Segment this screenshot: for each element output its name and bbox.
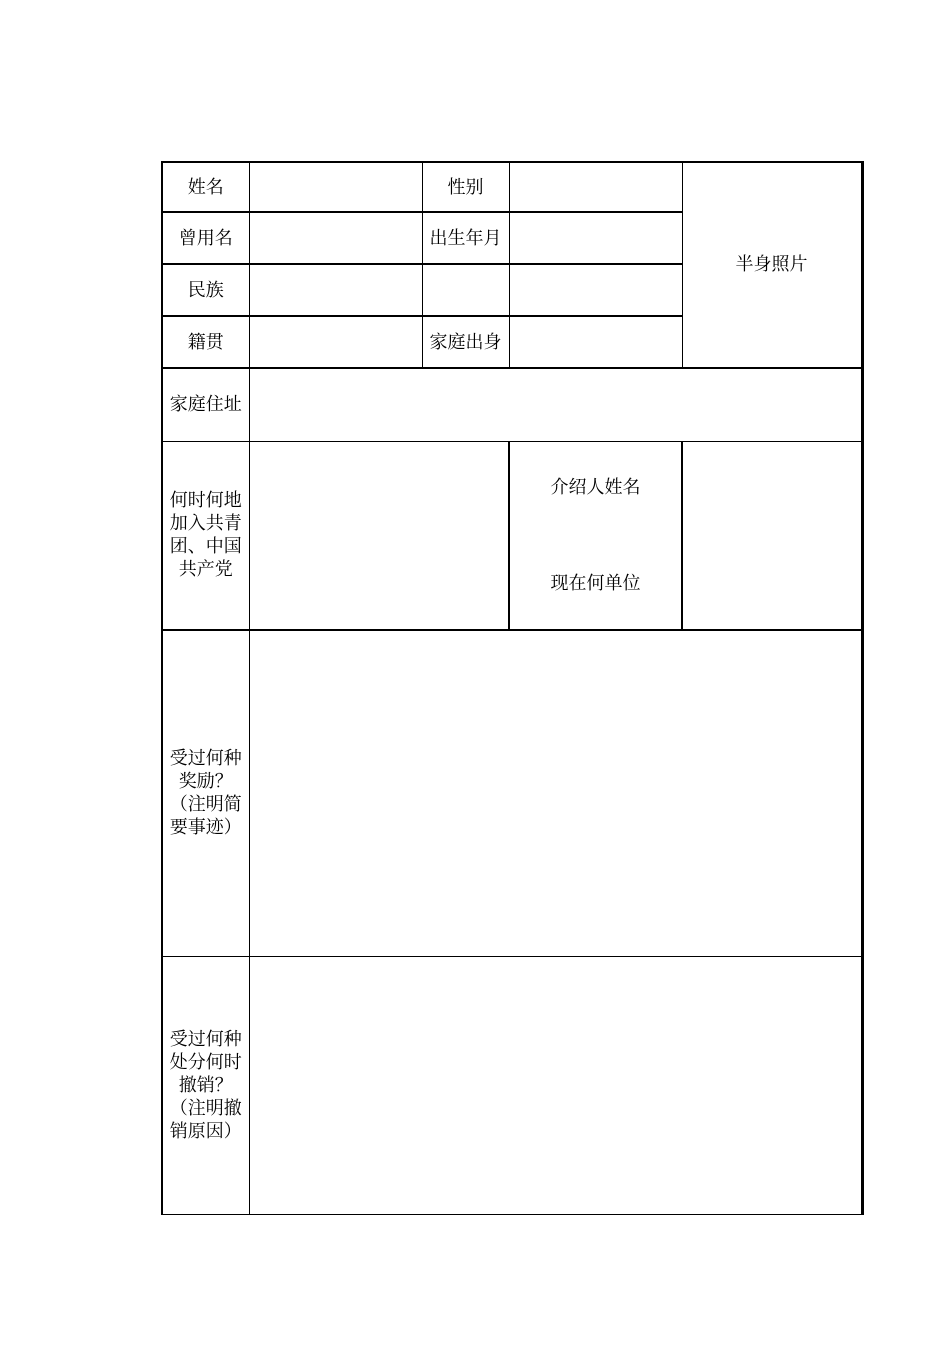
ethnicity-label: 民族 — [162, 264, 249, 316]
origin-label: 籍贯 — [162, 316, 249, 368]
birth-label: 出生年月 — [422, 212, 509, 264]
name-field[interactable] — [249, 162, 422, 212]
awards-field[interactable] — [249, 630, 862, 957]
ethnicity-extra-label — [422, 264, 509, 316]
join-party-label: 何时何地加入共青团、中国共产党 — [162, 441, 249, 630]
birth-field[interactable] — [509, 212, 682, 264]
gender-field[interactable] — [509, 162, 682, 212]
home-address-field[interactable] — [249, 368, 862, 441]
gender-label: 性别 — [422, 162, 509, 212]
family-background-field[interactable] — [509, 316, 682, 368]
former-name-field[interactable] — [249, 212, 422, 264]
home-address-label: 家庭住址 — [162, 368, 249, 441]
punishments-field[interactable] — [249, 957, 862, 1215]
introducer-name-label: 介绍人姓名 — [550, 476, 641, 498]
join-party-field[interactable] — [249, 441, 509, 630]
awards-label: 受过何种奖励？（注明简要事迹） — [162, 630, 249, 957]
introducer-labels — [509, 441, 682, 630]
introducer-info-field[interactable] — [682, 441, 862, 630]
ethnicity-extra-field[interactable] — [509, 264, 682, 316]
current-unit-label: 现在何单位 — [550, 572, 641, 594]
punishments-label: 受过何种处分何时撤销？（注明撤销原因） — [162, 957, 249, 1215]
introducer-label-stack — [510, 442, 681, 629]
family-background-label: 家庭出身 — [422, 316, 509, 368]
origin-field[interactable] — [249, 316, 422, 368]
ethnicity-field[interactable] — [249, 264, 422, 316]
former-name-label: 曾用名 — [162, 212, 249, 264]
name-label: 姓名 — [162, 162, 249, 212]
photo-box[interactable]: 半身照片 — [682, 162, 862, 368]
registration-form-table — [161, 161, 864, 1215]
